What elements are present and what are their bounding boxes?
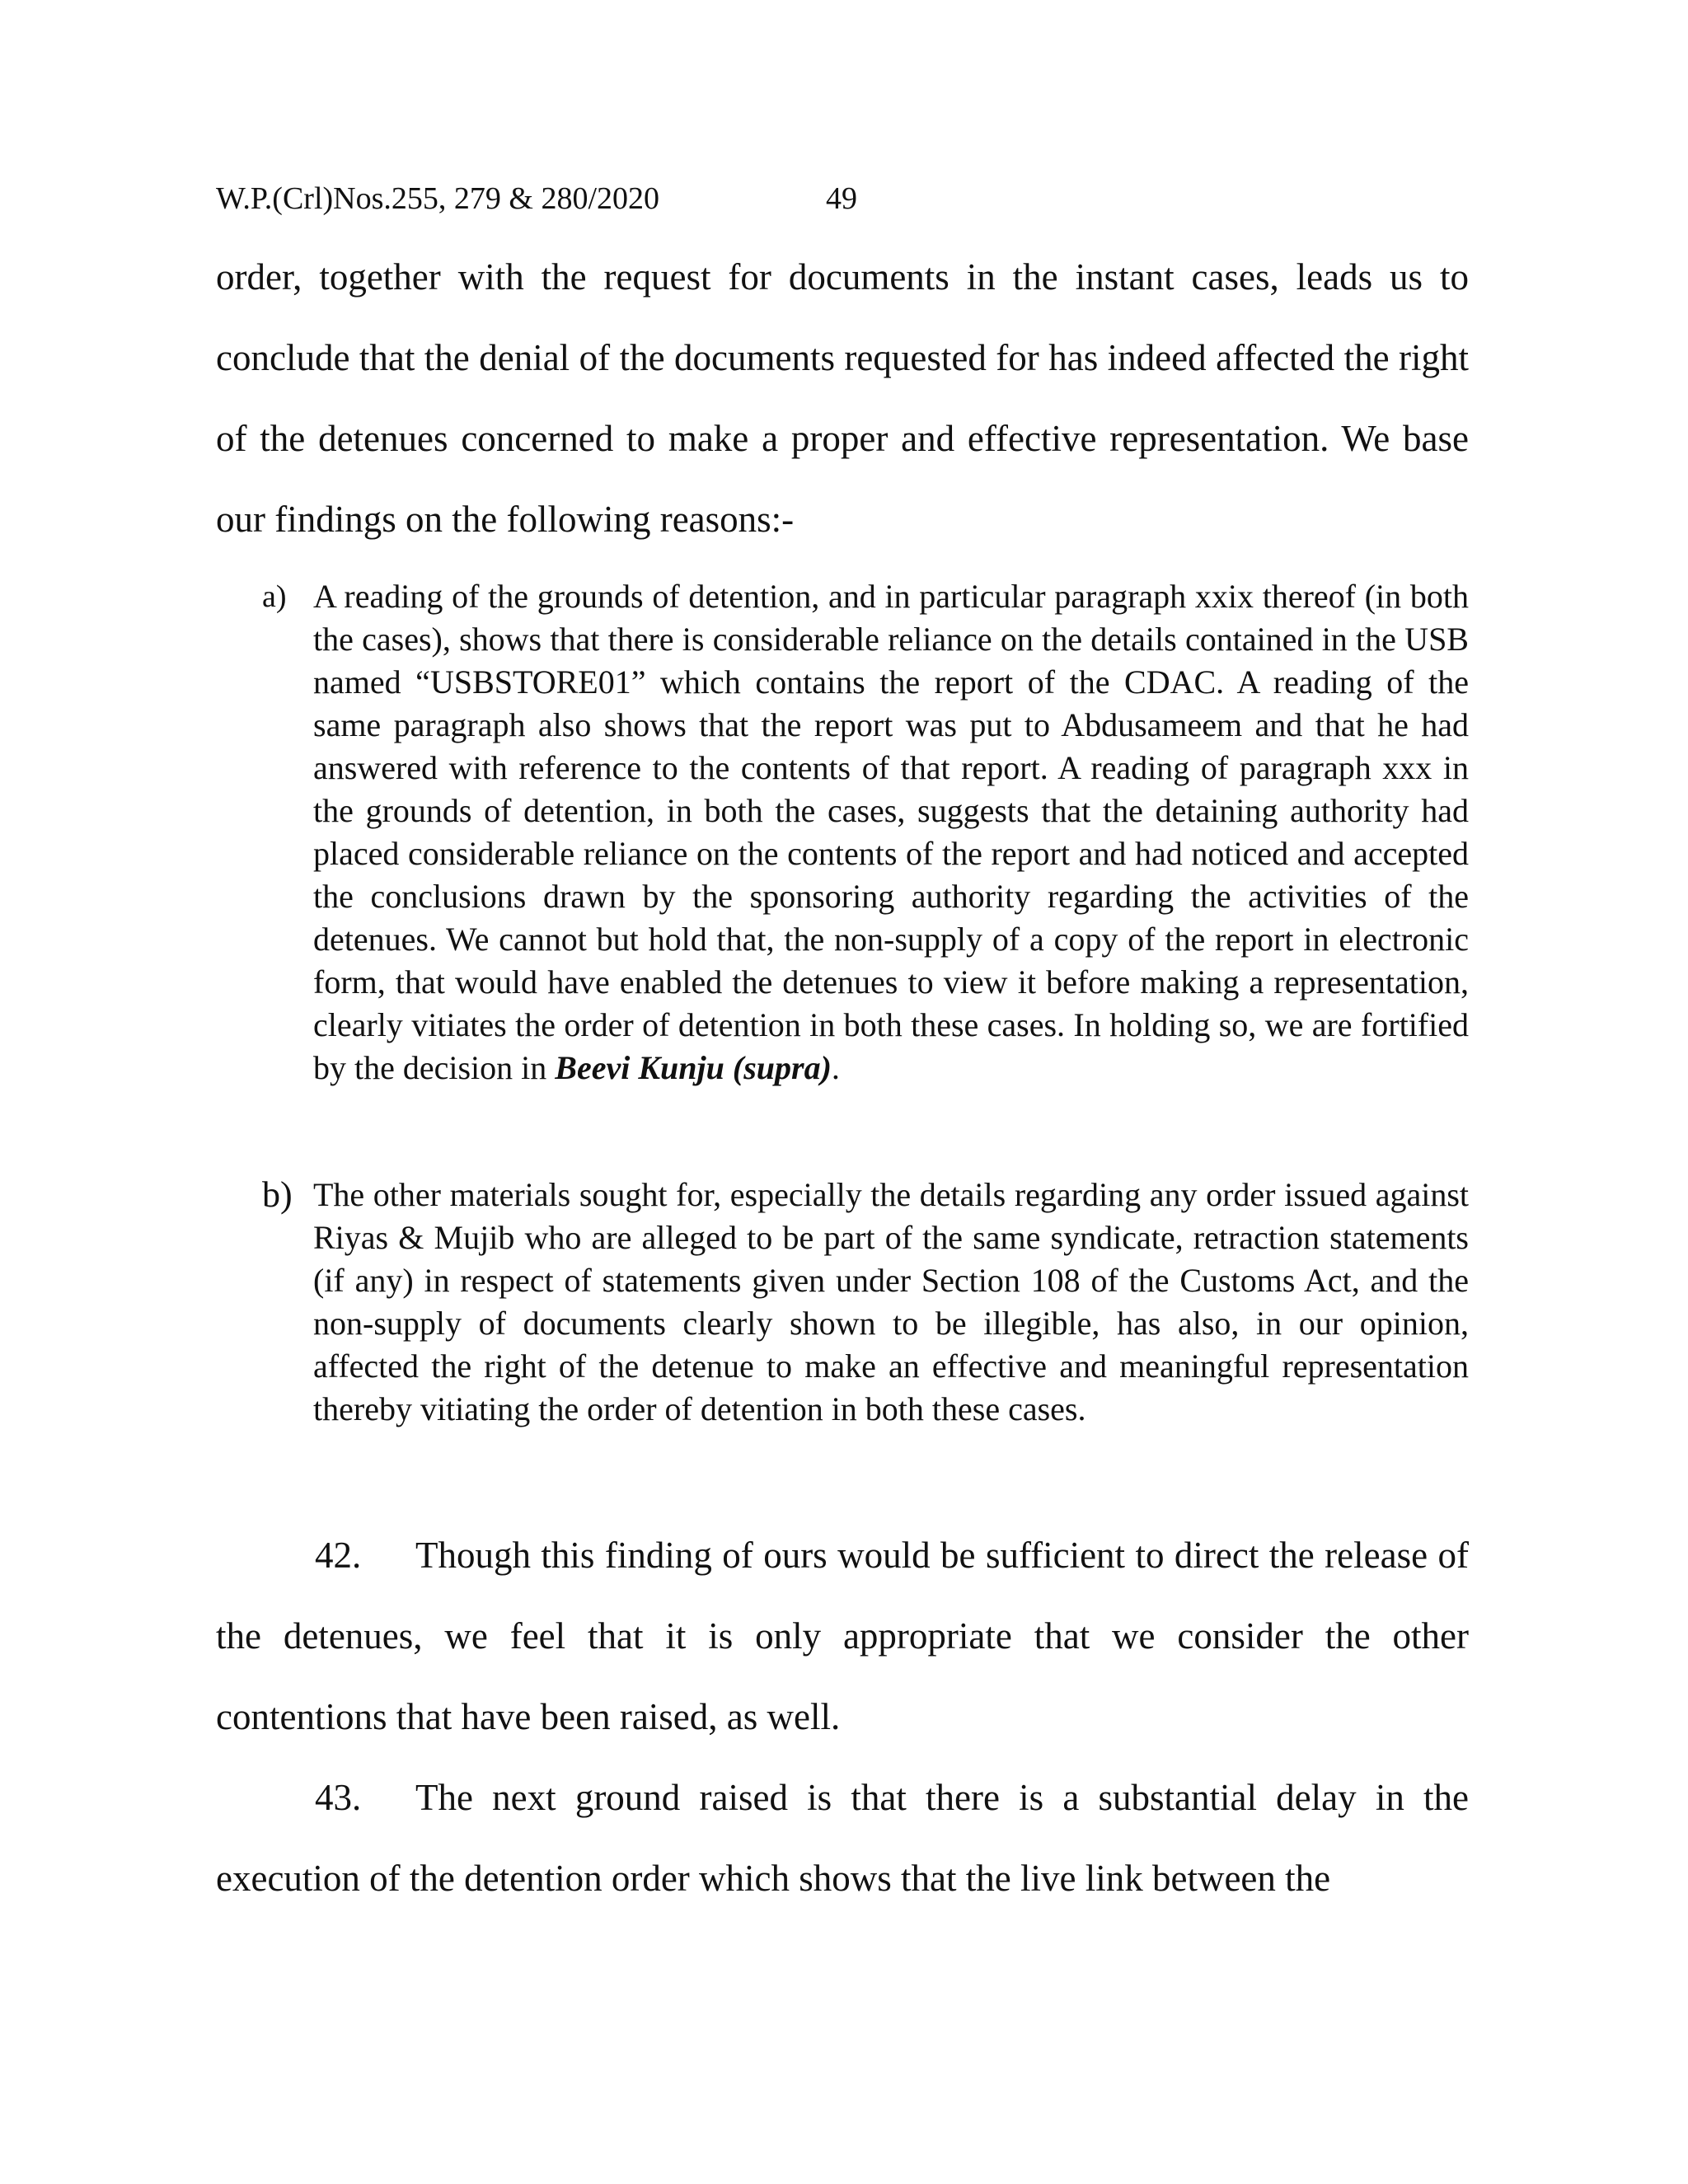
list-marker: b) xyxy=(262,1174,293,1215)
paragraph-42 xyxy=(216,1515,1469,1757)
reason-text-body: A reading of the grounds of detention, and in particular paragraph xxix thereof (in both the cases), shows that there is considerable reliance on the details contained in the USB named “USBSTORE01” which contains the report of the CDAC. A reading of the same paragraph also shows that the report was put to Abdusameem and that he had answered with reference to the contents of that report. A reading of paragraph xxx in the grounds of detention, in both the cases, suggests that the detaining authority had placed considerable reliance on the contents of the report and had noticed and accepted the conclusions drawn by the sponsoring authority regarding the activities of the detenues. We cannot but hold that, the non-supply of a copy of the report in electronic form, that would have enabled the detenues to view it before making a representation, clearly vitiates the order of detention in both these cases. In holding so, we are fortified by the decision in xyxy=(313,578,1469,1086)
case-citation: Beevi Kunju (supra) xyxy=(555,1049,832,1086)
paragraph-text: The next ground raised is that there is a substantial delay in the execution of the detention order which shows that the live link between the xyxy=(216,1777,1469,1899)
case-number: W.P.(Crl)Nos.255, 279 & 280/2020 xyxy=(216,181,660,216)
reason-text xyxy=(313,575,1469,1090)
list-marker: a) xyxy=(262,579,287,614)
reason-text-end: . xyxy=(831,1049,840,1086)
reason-text: The other materials sought for, especially the details regarding any order issued against Riyas & Mujib who are alleged to be part of the same syndicate, retraction statements (if any) in respect of statements given under Section 108 of the Customs Act, and the non-supply of documents clearly shown to be illegible, has also, in our opinion, affected the right of the detenue to make an effective and meaningful representation thereby vitiating the order of detention in both these cases. xyxy=(313,1176,1469,1427)
paragraph-number: 43. xyxy=(315,1777,362,1818)
intro-paragraph: order, together with the request for documents in the instant cases, leads us to conclude that the denial of the documents requested for has indeed affected the right of the detenues concerned to make a proper and effective representation. We base our findings on the following reasons:- xyxy=(216,256,1469,540)
page-number: 49 xyxy=(826,181,857,216)
paragraph-text: Though this finding of ours would be sufficient to direct the release of the detenues, we feel that it is only appropriate that we consider the other contentions that have been raised, as well. xyxy=(216,1535,1469,1737)
paragraph-43 xyxy=(216,1757,1469,1919)
paragraph-number: 42. xyxy=(315,1535,362,1576)
page-header xyxy=(216,180,857,218)
